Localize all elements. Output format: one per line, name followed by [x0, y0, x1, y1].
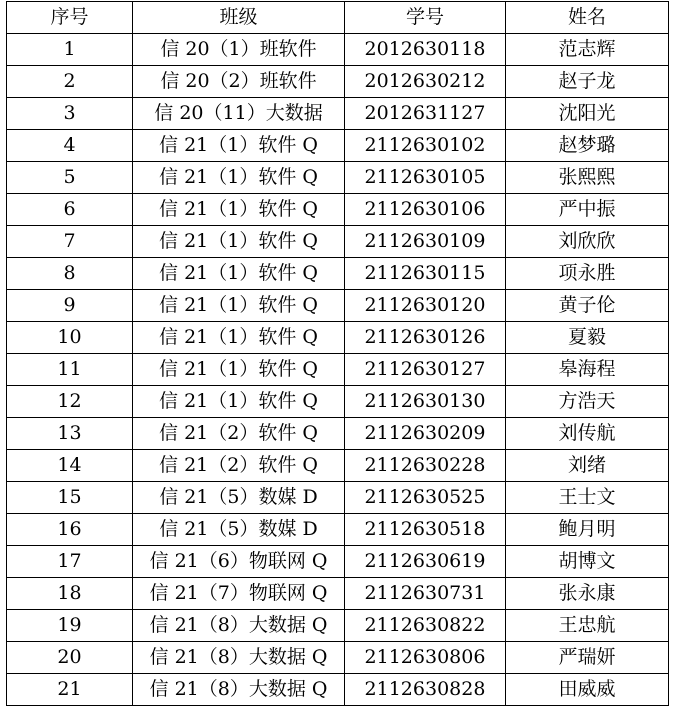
cell-student-id: 2112630518 — [345, 514, 506, 546]
cell-index: 5 — [7, 162, 133, 194]
cell-class: 信 21（6）物联网 Q — [133, 546, 345, 578]
cell-student-id: 2112630130 — [345, 386, 506, 418]
table-header — [7, 2, 669, 34]
cell-index: 21 — [7, 674, 133, 706]
cell-name: 黄子伦 — [506, 290, 669, 322]
cell-index: 19 — [7, 610, 133, 642]
cell-index: 20 — [7, 642, 133, 674]
cell-name: 赵子龙 — [506, 66, 669, 98]
cell-class: 信 21（1）软件 Q — [133, 290, 345, 322]
cell-index: 6 — [7, 194, 133, 226]
cell-student-id: 2112630806 — [345, 642, 506, 674]
cell-name: 刘欣欣 — [506, 226, 669, 258]
cell-student-id: 2112630127 — [345, 354, 506, 386]
cell-student-id: 2112630109 — [345, 226, 506, 258]
cell-index: 12 — [7, 386, 133, 418]
cell-index: 16 — [7, 514, 133, 546]
cell-class: 信 20（11）大数据 — [133, 98, 345, 130]
cell-class: 信 20（2）班软件 — [133, 66, 345, 98]
table-body — [7, 34, 669, 706]
cell-index: 9 — [7, 290, 133, 322]
cell-name: 皋海程 — [506, 354, 669, 386]
cell-class: 信 21（5）数媒 D — [133, 514, 345, 546]
table-row — [7, 386, 669, 418]
cell-index: 17 — [7, 546, 133, 578]
cell-class: 信 21（7）物联网 Q — [133, 578, 345, 610]
cell-class: 信 21（1）软件 Q — [133, 226, 345, 258]
table-row — [7, 642, 669, 674]
cell-index: 8 — [7, 258, 133, 290]
cell-student-id: 2012630118 — [345, 34, 506, 66]
cell-student-id: 2112630102 — [345, 130, 506, 162]
table-row — [7, 450, 669, 482]
table-row — [7, 514, 669, 546]
table-row — [7, 66, 669, 98]
table-row — [7, 354, 669, 386]
table-row — [7, 162, 669, 194]
table-row — [7, 194, 669, 226]
cell-index: 1 — [7, 34, 133, 66]
cell-student-id: 2112630105 — [345, 162, 506, 194]
cell-index: 10 — [7, 322, 133, 354]
cell-student-id: 2112630828 — [345, 674, 506, 706]
cell-index: 4 — [7, 130, 133, 162]
header-name: 姓名 — [506, 2, 669, 34]
cell-index: 18 — [7, 578, 133, 610]
cell-name: 夏毅 — [506, 322, 669, 354]
cell-student-id: 2112630619 — [345, 546, 506, 578]
cell-name: 严中振 — [506, 194, 669, 226]
cell-index: 2 — [7, 66, 133, 98]
cell-class: 信 21（8）大数据 Q — [133, 610, 345, 642]
table-row — [7, 98, 669, 130]
table-row — [7, 418, 669, 450]
cell-class: 信 21（1）软件 Q — [133, 162, 345, 194]
cell-class: 信 20（1）班软件 — [133, 34, 345, 66]
cell-index: 13 — [7, 418, 133, 450]
table-row — [7, 130, 669, 162]
student-roster-table — [6, 1, 669, 706]
cell-name: 王士文 — [506, 482, 669, 514]
cell-class: 信 21（8）大数据 Q — [133, 642, 345, 674]
cell-name: 沈阳光 — [506, 98, 669, 130]
cell-class: 信 21（1）软件 Q — [133, 386, 345, 418]
cell-name: 张永康 — [506, 578, 669, 610]
header-student-id: 学号 — [345, 2, 506, 34]
table-row — [7, 482, 669, 514]
table-row — [7, 322, 669, 354]
cell-name: 张熙熙 — [506, 162, 669, 194]
cell-class: 信 21（2）软件 Q — [133, 450, 345, 482]
cell-index: 15 — [7, 482, 133, 514]
cell-index: 7 — [7, 226, 133, 258]
cell-class: 信 21（1）软件 Q — [133, 130, 345, 162]
header-index: 序号 — [7, 2, 133, 34]
cell-student-id: 2112630731 — [345, 578, 506, 610]
cell-student-id: 2112630126 — [345, 322, 506, 354]
table-row — [7, 610, 669, 642]
cell-name: 刘绪 — [506, 450, 669, 482]
cell-name: 方浩天 — [506, 386, 669, 418]
cell-name: 赵梦璐 — [506, 130, 669, 162]
header-class: 班级 — [133, 2, 345, 34]
table-row — [7, 290, 669, 322]
cell-student-id: 2112630209 — [345, 418, 506, 450]
cell-class: 信 21（2）软件 Q — [133, 418, 345, 450]
cell-name: 刘传航 — [506, 418, 669, 450]
cell-class: 信 21（1）软件 Q — [133, 354, 345, 386]
cell-student-id: 2112630115 — [345, 258, 506, 290]
cell-name: 项永胜 — [506, 258, 669, 290]
table-row — [7, 546, 669, 578]
table-row — [7, 674, 669, 706]
cell-class: 信 21（5）数媒 D — [133, 482, 345, 514]
cell-class: 信 21（1）软件 Q — [133, 322, 345, 354]
cell-name: 胡博文 — [506, 546, 669, 578]
cell-student-id: 2012630212 — [345, 66, 506, 98]
cell-student-id: 2112630106 — [345, 194, 506, 226]
table-row — [7, 226, 669, 258]
cell-class: 信 21（1）软件 Q — [133, 194, 345, 226]
cell-name: 田威威 — [506, 674, 669, 706]
cell-student-id: 2112630525 — [345, 482, 506, 514]
cell-name: 范志辉 — [506, 34, 669, 66]
table-row — [7, 34, 669, 66]
header-row — [7, 2, 669, 34]
cell-student-id: 2112630120 — [345, 290, 506, 322]
cell-name: 鲍月明 — [506, 514, 669, 546]
cell-name: 严瑞妍 — [506, 642, 669, 674]
cell-student-id: 2112630822 — [345, 610, 506, 642]
cell-student-id: 2112630228 — [345, 450, 506, 482]
cell-index: 11 — [7, 354, 133, 386]
cell-class: 信 21（1）软件 Q — [133, 258, 345, 290]
table-row — [7, 258, 669, 290]
cell-index: 14 — [7, 450, 133, 482]
cell-class: 信 21（8）大数据 Q — [133, 674, 345, 706]
table-row — [7, 578, 669, 610]
cell-index: 3 — [7, 98, 133, 130]
cell-student-id: 2012631127 — [345, 98, 506, 130]
cell-name: 王忠航 — [506, 610, 669, 642]
